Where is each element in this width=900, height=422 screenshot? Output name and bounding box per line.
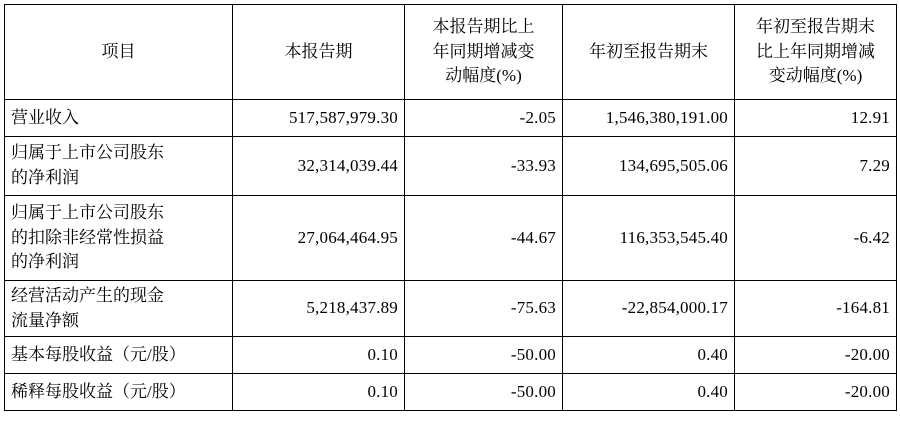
table-row	[5, 374, 897, 411]
header-line: 比上年同期增减	[756, 41, 875, 61]
header-line: 年初至报告期末	[589, 41, 708, 61]
cell-ytd: 116,353,545.40	[563, 196, 735, 281]
cell-ytd: -22,854,000.17	[563, 281, 735, 337]
cell-current-period: 5,218,437.89	[233, 281, 405, 337]
table-body	[5, 100, 897, 411]
cell-ytd: 1,546,380,191.00	[563, 100, 735, 137]
column-header-ytd	[563, 5, 735, 100]
cell-ytd-change: -164.81	[735, 281, 897, 337]
cell-ytd-change: -20.00	[735, 374, 897, 411]
column-header-ytd-change	[735, 5, 897, 100]
cell-current-change: -2.05	[405, 100, 563, 137]
header-row	[5, 5, 897, 100]
column-header-item	[5, 5, 233, 100]
header-line: 动幅度(%)	[445, 66, 522, 86]
label-line: 流量净额	[11, 310, 79, 330]
label-line: 的净利润	[11, 168, 79, 187]
table-row	[5, 100, 897, 137]
cell-ytd: 0.40	[563, 374, 735, 411]
cell-current-change: -50.00	[405, 374, 563, 411]
cell-current-change: -75.63	[405, 281, 563, 337]
header-line: 年初至报告期末	[756, 17, 875, 37]
row-label	[5, 100, 233, 137]
label-line: 经营活动产生的现金	[11, 286, 164, 305]
cell-current-change: -50.00	[405, 337, 563, 374]
header-line: 本报告期	[284, 41, 353, 61]
financial-summary-table	[4, 4, 897, 411]
cell-ytd-change: 7.29	[735, 137, 897, 196]
label-line: 的扣除非经常性损益	[11, 227, 164, 247]
row-label	[5, 137, 233, 196]
column-header-current-change	[405, 5, 563, 100]
header-line: 本报告期比上	[432, 17, 535, 37]
cell-ytd-change: 12.91	[735, 100, 897, 137]
label-line: 归属于上市公司股东	[11, 203, 164, 223]
header-line: 年同期增减变	[432, 41, 535, 61]
cell-current-period: 0.10	[233, 337, 405, 374]
table-row	[5, 281, 897, 337]
row-label	[5, 281, 233, 337]
cell-current-period: 0.10	[233, 374, 405, 411]
cell-current-period: 517,587,979.30	[233, 100, 405, 137]
header-line: 项目	[101, 41, 136, 61]
label-line: 稀释每股收益（元/股）	[11, 381, 186, 401]
row-label	[5, 374, 233, 411]
label-line: 归属于上市公司股东	[11, 143, 164, 163]
table-row	[5, 337, 897, 374]
table-row	[5, 137, 897, 196]
cell-current-period: 32,314,039.44	[233, 137, 405, 196]
cell-ytd: 134,695,505.06	[563, 137, 735, 196]
table-header	[5, 5, 897, 100]
row-label	[5, 196, 233, 281]
label-line: 的净利润	[11, 252, 79, 272]
column-header-current-period	[233, 5, 405, 100]
label-line: 基本每股收益（元/股）	[11, 344, 186, 364]
cell-current-change: -33.93	[405, 137, 563, 196]
cell-current-change: -44.67	[405, 196, 563, 281]
header-line: 变动幅度(%)	[768, 66, 863, 86]
table-row	[5, 196, 897, 281]
row-label	[5, 337, 233, 374]
cell-ytd: 0.40	[563, 337, 735, 374]
cell-ytd-change: -20.00	[735, 337, 897, 374]
cell-current-period: 27,064,464.95	[233, 196, 405, 281]
label-line: 营业收入	[11, 107, 79, 127]
cell-ytd-change: -6.42	[735, 196, 897, 281]
